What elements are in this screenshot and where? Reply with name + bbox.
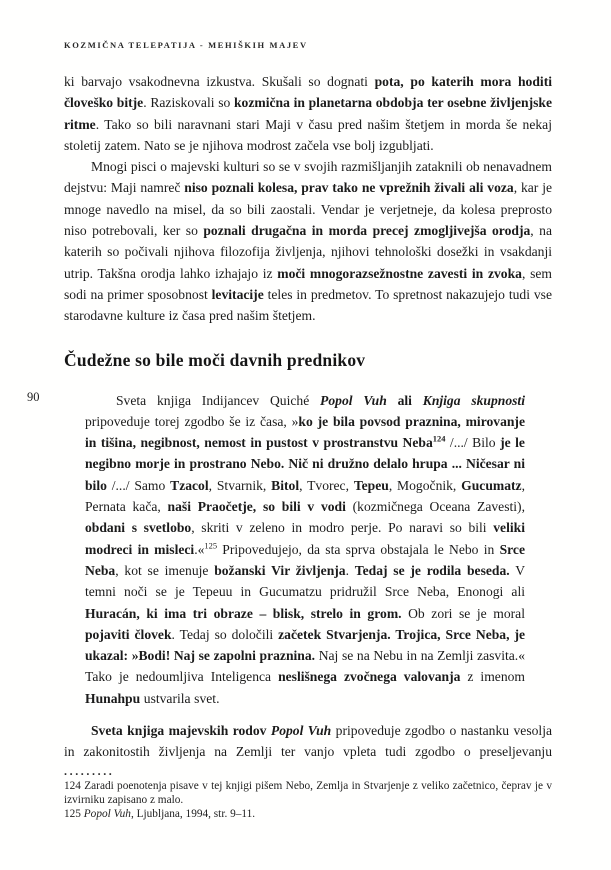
text-run: niso poznali kolesa, prav tako ne vprežnih živali ali voza <box>184 180 514 196</box>
text-run: je le negibno morje in prostrano Nebo. Nič ni družno delalo hrupa ... Ničesar ni bilo <box>85 435 525 493</box>
text-run: , kar je mnoge navedlo na misel, da so bili zaostali. Vendar je verjetneje, da kolesa preprosto niso potrebovali, ker so <box>64 180 553 239</box>
text-run: Sveta knjiga Indijancev Quiché <box>116 392 321 408</box>
text-run: Knjiga skupnosti <box>422 392 525 408</box>
footnote-separator: ......... <box>64 763 115 778</box>
text-run: Ob zori se je moral <box>401 605 525 621</box>
text-run: , Tvorec, <box>299 477 354 493</box>
text-run: božanski Vir življenja <box>214 562 346 578</box>
text-run: Naj se na Nebu in na Zemlji zasvita.« Tako je nedoumljiva Inteligenca <box>85 648 525 685</box>
text-run: (kozmičnega Oceana Zavesti), <box>345 499 525 515</box>
popol-vuh-quote-paragraph <box>85 390 525 709</box>
text-run: začetek Stvarjenja. Trojica, Srce Neba, je ukazal: »Bodi! Naj se zapolni praznina. <box>85 626 525 664</box>
text-run: /.../ Samo <box>106 477 171 493</box>
footnote-125 <box>64 807 552 821</box>
text-run: moči mnogorazsežnostne zavesti in zvoka <box>277 265 522 281</box>
text-run: . Tako so bili naravnani stari Maji v času pred našim štetjem in morda še nekaj stoletij zatem. Nato se je njihova modrost začela vse bolj izgubljati. <box>64 116 552 153</box>
text-run: neslišnega zvočnega valovanja <box>278 669 461 685</box>
text-run: , Mogočnik, <box>388 477 462 493</box>
text-run: Tzacol <box>170 477 209 493</box>
text-run: 125 <box>204 540 218 551</box>
text-run: Huracán, ki ima tri obraze – blisk, strelo in grom. <box>85 605 402 621</box>
text-run: Pripovedujejo, da sta sprva obstajala le Nebo in <box>217 541 500 557</box>
paragraph-popol-vuh-story <box>64 720 552 763</box>
text-run: ustvarila svet. <box>140 690 220 706</box>
text-run: z imenom <box>460 669 525 685</box>
text-run: Sveta knjiga majevskih rodov <box>91 723 271 739</box>
text-run: ali <box>386 392 423 408</box>
running-header: KOZMIČNA TELEPATIJA - MEHIŠKIH MAJEV <box>64 40 308 50</box>
text-run: . <box>345 562 355 578</box>
text-run: 124 <box>432 433 446 444</box>
text-run: Tedaj se je rodila beseda. <box>354 562 510 578</box>
text-run: Hunahpu <box>85 690 141 706</box>
text-run: poznali drugačna in morda precej zmogljivejša orodja <box>203 223 531 239</box>
text-run: .« <box>194 541 205 557</box>
text-run: Mnogi pisci o majevski kulturi so se v svojih razmišljanjih zataknili ob nenavadnem dejstvu: Maji namreč <box>64 159 552 196</box>
text-run: pripoveduje zgodbo o nastanku vesolja in zakonitostih življenja na Zemlji ter vanjo vpleta tudi zgodbo o preseljevanju <box>64 723 553 760</box>
text-run: /.../ Bilo <box>445 435 501 451</box>
text-run: 125 <box>64 807 84 820</box>
text-run: , Pernata kača, <box>85 477 525 515</box>
text-run: Popol Vuh <box>83 807 131 820</box>
footnotes-block <box>64 763 552 821</box>
page-number: 90 <box>27 390 40 404</box>
text-run: pota, po katerih mora hoditi človeško bitje <box>64 74 552 111</box>
text-run: naši Praočetje, so bili v vodi <box>167 499 346 515</box>
text-run: teles in predmetov. To spretnost nakazujejo tudi vse starodavne kulture iz časa pred našim štetjem. <box>64 286 552 324</box>
paragraph-maya-wheel <box>64 156 552 326</box>
text-run: kozmična in planetarna obdobja ter osebne življenjske ritme <box>64 95 553 132</box>
text-run: Popol Vuh <box>320 392 387 408</box>
text-run: ko je bila povsod praznina, mirovanje in tišina, negibnost, nemost in pustost v prostranstvu Neba <box>85 413 525 451</box>
text-run: , skriti v zeleno in modro perje. Po naravi so bili <box>191 520 494 536</box>
text-run: pripoveduje torej zgodbo še iz časa, » <box>85 413 299 429</box>
text-run: Bitol <box>271 477 300 493</box>
paragraph-continuation <box>64 71 552 156</box>
text-run: Gucumatz <box>461 477 522 493</box>
text-run: , kot se imenuje <box>115 562 215 578</box>
text-run: , na katerih so počivali njihova filozofija življenja, njihovi tehnološki dosežki in vsakdanji utrip. Takšna orodja lahko izhajajo iz <box>64 223 552 281</box>
text-run: . Raziskovali so <box>143 95 234 111</box>
text-run: obdani s svetlobo <box>85 520 192 536</box>
section-heading: Čudežne so bile moči davnih prednikov <box>64 349 366 370</box>
text-run: veliki modreci in misleci <box>85 520 525 557</box>
text-run: ki barvajo vsakodnevna izkustva. Skušali so dognati <box>64 74 375 89</box>
text-run: pojaviti človek <box>85 626 172 642</box>
text-run: 124 Zaradi poenotenja pisave v tej knjigi pišem Nebo, Zemlja in Stvarjenje z veliko začetnico, čeprav je v izvirniku zapisano z malo. <box>64 779 552 806</box>
footnote-124 <box>64 779 552 807</box>
text-run: V temni noči se je Tepeuu in Gucumatzu pridružil Srce Neba, Enonogi ali <box>85 562 526 600</box>
text-run: , Stvarnik, <box>208 477 272 493</box>
text-run: Tepeu <box>353 477 389 493</box>
text-run: Srce Neba <box>85 541 525 578</box>
text-run: , Ljubljana, 1994, str. 9–11. <box>130 807 256 820</box>
text-run: Popol Vuh <box>270 723 332 739</box>
text-run: . Tedaj so določili <box>171 626 279 642</box>
text-run: , sem sodi na primer sposobnost <box>64 265 552 302</box>
text-run: levitacije <box>211 286 264 302</box>
